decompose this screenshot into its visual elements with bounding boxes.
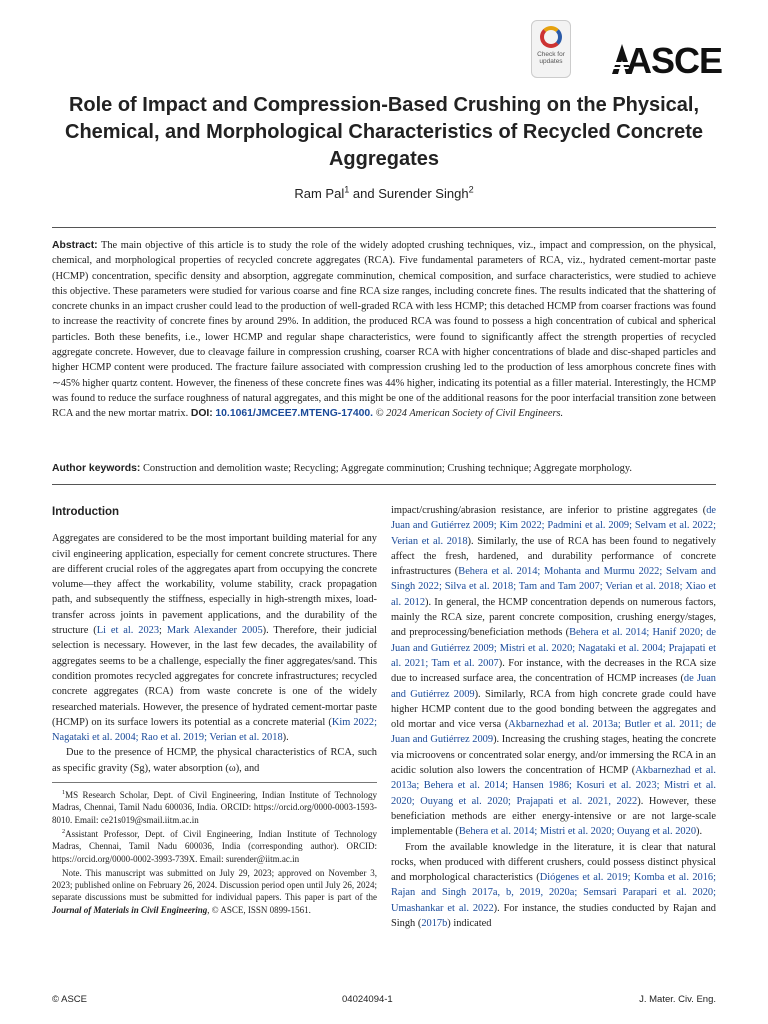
abstract-label: Abstract: [52,240,98,251]
right-paragraph-2: From the available knowledge in the literature, it is clear that natural rocks, when produced with different crushers, could possess distinct physical and morphological characteristics (Diógenes et al. 2019; Komba et al. 2016; Rajan and Singh 2017a, b, 2019, 2020a; Semsari Parapari et al. 2020; Umashankar et al. 2022). For instance, the studies conducted by Rajan and Singh (2017b) indicated [391,841,716,930]
author-connector: and [349,186,379,201]
footnote-2: $^2$Assistant Professor, Dept. of Civil Engineering, Indian Institute of Technology Madras, Chennai, Tamil Nadu 600036, India (corresponding author). ORCID: https://orcid.org/0000-0002-3993-739X. Email: surender@iitm.ac.in [52,827,377,864]
asce-logo-text: ASCE [626,40,723,81]
footnote-1: $^1$MS Research Scholar, Dept. of Civil Engineering, Indian Institute of Technology Madras, Chennai, Tamil Nadu 600036, India. ORCID: https://orcid.org/0000-0003-1593-8010. Email: ce21s019@smail.iitm.ac.in [52,789,377,825]
asce-logo [612,40,722,80]
author-1[interactable]: Ram Pal [294,186,345,201]
introduction-heading: Introduction [52,506,120,518]
authors [40,186,728,201]
footer-journal: J. Mater. Civ. Eng. [639,994,716,1005]
author-2-affil: 2 [468,184,474,195]
right-column [391,503,716,931]
ref-link[interactable]: Behera et al. 2014; Mohanta and Murmu 2022; Selvam and Singh 2022; Silva et al. 2018; Tam and Tam 2007; Verian et al. 2018; Xiao et al. 2012 [391,566,716,608]
check-for-updates-badge[interactable] [531,20,571,78]
ref-link[interactable]: Kim 2022; Nagataki et al. 2004; Rao et al. 2019; Verian et al. 2018 [52,716,377,744]
ref-link[interactable]: Mark Alexander 2005 [166,625,263,637]
intro-paragraph-2: Due to the presence of HCMP, the physical characteristics of RCA, such as specific gravity (Sg), water absorption (ω), and [52,747,377,774]
keywords-text: Construction and demolition waste; Recycling; Aggregate comminution; Crushing technique; Aggregate morphology. [142,463,632,474]
check-updates-label: Check for updates [537,51,565,65]
abstract [52,238,716,422]
doi-link[interactable]: 10.1061/JMCEE7.MTENG-17400. [215,408,374,420]
ref-link[interactable]: de Juan and Gutiérrez 2009; Kim 2022; Padmini et al. 2009; Selvam et al. 2022; Verian et al. 2018 [391,505,716,547]
divider-bottom [52,484,716,485]
author-1-affil: 1 [344,184,350,195]
ref-link[interactable]: 2017b [421,918,448,930]
check-updates-icon [540,26,562,48]
abstract-text: The main objective of this article is to study the role of the widely adopted crushing techniques, viz., impact and compression, on the physical, chemical, and morphological properties of recycled concrete aggregates (RCA). Five fundamental parameters of RCA, viz., hydrated cement-mortar paste (HCMP) concentration, specific density and absorption, aggregate comminution, chemical composition, and surface characteristics, were studied to achieve this objective. These parameters were studied for various coarse and fine RCA size ranges, including concrete fines. The results indicated that the shattering of concrete chunks in an impact crusher could lead to the production of well-graded RCA with less HCMP; this detached HCMP from coarser fractions was found to increase the reactivity of concrete fines by around 29%. In addition, the produced RCA was found to possess a high concentration of cubical and spherical particles. Both these benefits, i.e., lower HCMP and regular shape characteristics, were found to significantly affect the strength properties of recycled aggregate concrete. However, due to cleavage failure in compression crushing, coarser RCA with higher concentrations of blade and disc-shaped particles and higher HCMP content were produced. The fracture failure associated with compression crushing led to the production of less amorphous concrete fines with ∼45% higher quartz content. However, the fineness of these concrete fines was 44% higher, indicating its potential as a filler material. Interestingly, the HCMP was found to reduce the surface roughness of natural aggregates, and this might be one of the additional reasons for the poor interfacial transition zone between RCA and the new mortar matrix. [52,240,716,420]
footer-article-number: 04024094-1 [342,994,393,1005]
abstract-copyright: © 2024 American Society of Civil Engineers. [375,408,564,420]
doi-label: DOI: [190,408,213,420]
ref-link[interactable]: Diógenes et al. 2019; Komba et al. 2016; Rajan and Singh 2017a, b, 2019, 2020a; Semsari Parapari et al. 2020; Umashankar et al. 2022 [391,872,716,914]
footer-copyright: © ASCE [52,994,87,1005]
divider-top [52,227,716,228]
ref-link[interactable]: Behera et al. 2014; Mistri et al. 2020; Ouyang et al. 2020 [458,826,697,838]
article-title: Role of Impact and Compression-Based Crushing on the Physical, Chemical, and Morphological Characteristics of Recycled Concrete Aggregates [65,94,703,170]
intro-paragraph-1: Aggregates are considered to be the most important building material for any civil engineering application, especially for cement concrete structures. There are different crucial roles of the aggregates apart from occupying the concrete volume—they affect the workability, volume stability, crack propagation path, and subsequently the stiffness, especially in high-strength mixes, load-transfer across joints in pavement applications, and the durability of the structure (Li et al. 2023; Mark Alexander 2005). Therefore, their judicial selection is necessary. However, in the last few decades, the availability of aggregates seems to be a challenge, especially the finer aggregates/sand. This condition promotes recycled aggregates for concrete infrastructures; recycled concrete aggregates (RCA) from waste concrete is one of the widely researched materials. However, the presence of hydrated cement-mortar paste (HCMP) on its surface lowers its potential as a concrete material (Kim 2022; Nagataki et al. 2004; Rao et al. 2019; Verian et al. 2018). [52,533,377,744]
ref-link[interactable]: de Juan and Gutiérrez 2009 [391,673,716,700]
footnotes [52,782,377,916]
author-2[interactable]: Surender Singh [378,186,469,201]
footnote-note: Note. This manuscript was submitted on July 29, 2023; approved on November 3, 2023; published online on February 26, 2024. Discussion period open until July 26, 2024; separate discussions must be submitted for individual papers. This paper is part of the Journal of Materials in Civil Engineering, © ASCE, ISSN 0899-1561. [52,867,377,915]
journal-name: Journal of Materials in Civil Engineering [52,904,208,915]
right-paragraph-1: impact/crushing/abrasion resistance, are inferior to pristine aggregates (de Juan and Gutiérrez 2009; Kim 2022; Padmini et al. 2009; Selvam et al. 2022; Verian et al. 2018). Similarly, the use of RCA has been found to negatively affect the fresh, hardened, and durability performance of concrete infrastructures (Behera et al. 2014; Mohanta and Murmu 2022; Selvam and Singh 2022; Silva et al. 2018; Tam and Tam 2007; Verian et al. 2018; Xiao et al. 2012). In general, the HCMP concentration depends on numerous factors, mainly the RCA size, parent concrete composition, crushing energy/stages, and preprocessing/beneficiation methods (Behera et al. 2014; Hanif 2020; de Juan and Gutiérrez 2009; Mistri et al. 2020; Nagataki et al. 2004; Prajapati et al. 2021; Tam et al. 2007). For instance, with the decreases in the RCA size due to increased surface area, the concentration of HCMP increases (de Juan and Gutiérrez 2009). Similarly, RCA from high concrete grade could have higher HCMP content due to the good bonding between the aggregates and old mortar and vice versa (Akbarnezhad et al. 2013a; Butler et al. 2011; de Juan and Gutiérrez 2009). Increasing the crushing stages, heating the concrete via microovens or concentrated solar energy, and/or immersing the RCA in an acidic solution also lowers the concentration of HCMP (Akbarnezhad et al. 2013a; Behera et al. 2014; Hansen 1986; Kosuri et al. 2023; Mistri et al. 2020; Ouyang et al. 2020; Prajapati et al. 2021, 2022). However, these beneficiation methods are either energy-intensive or are not large-scale implementable (Behera et al. 2014; Mistri et al. 2020; Ouyang et al. 2020). [391,505,717,838]
ref-link[interactable]: Li et al. 2023 [96,625,160,637]
author-keywords [52,462,716,476]
ref-link[interactable]: Behera et al. 2014; Hanif 2020; de Juan and Gutiérrez 2009; Mistri et al. 2020; Nagataki et al. 2004; Prajapati et al. 2021; Tam et al. 2007 [391,627,716,669]
left-column [52,500,377,918]
keywords-label: Author keywords: [52,463,141,474]
ref-link[interactable]: Akbarnezhad et al. 2013a; Butler et al. 2011; de Juan and Gutiérrez 2009 [391,719,717,746]
ref-link[interactable]: Akbarnezhad et al. 2013a; Behera et al. 2014; Hansen 1986; Kosuri et al. 2023; Mistri et al. 2020; Ouyang et al. 2020; Prajapati et al. 2021, 2022 [391,765,716,807]
